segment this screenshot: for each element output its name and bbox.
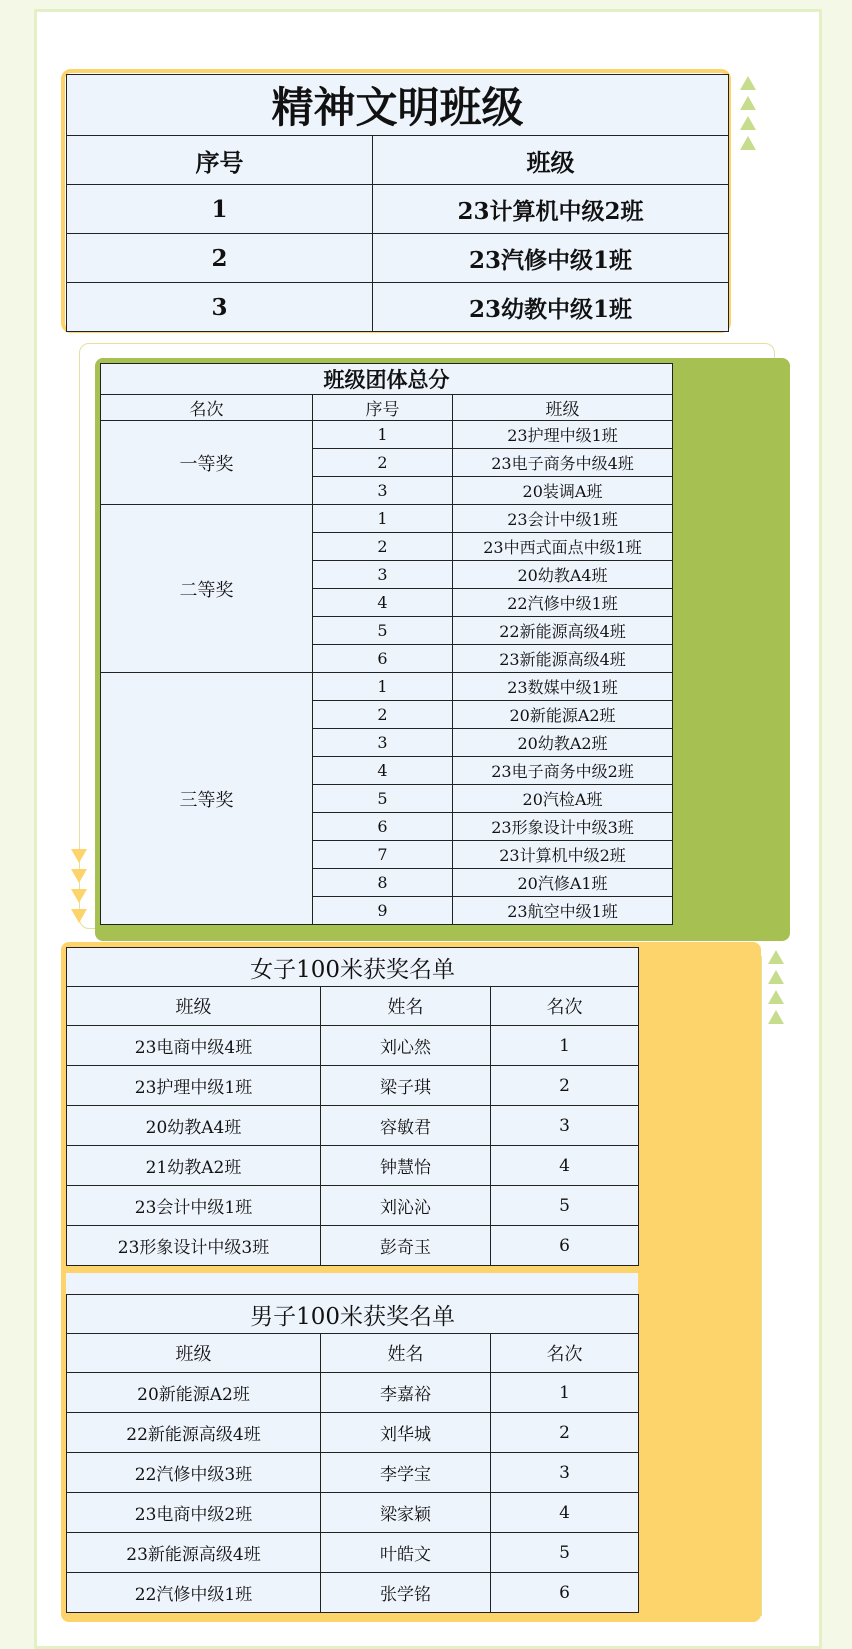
row-class: 23电商中级2班 bbox=[67, 1493, 321, 1533]
table-row bbox=[67, 234, 729, 283]
table-row bbox=[67, 1493, 639, 1533]
row-class: 22新能源高级4班 bbox=[67, 1413, 321, 1453]
row-class: 20幼教A2班 bbox=[453, 729, 673, 757]
header-class: 班级 bbox=[373, 136, 729, 185]
row-rank: 4 bbox=[491, 1493, 639, 1533]
row-name: 李学宝 bbox=[321, 1453, 491, 1493]
row-no: 6 bbox=[313, 645, 453, 673]
decorative-frame-line bbox=[761, 956, 762, 1616]
row-class: 22汽修中级1班 bbox=[67, 1573, 321, 1613]
row-no: 8 bbox=[313, 869, 453, 897]
row-class: 20装调A班 bbox=[453, 477, 673, 505]
team-score-table bbox=[100, 363, 673, 925]
down-arrows-icon bbox=[69, 849, 89, 929]
row-class: 23电子商务中级4班 bbox=[453, 449, 673, 477]
row-no: 9 bbox=[313, 897, 453, 925]
row-class: 23新能源高级4班 bbox=[453, 645, 673, 673]
row-no: 1 bbox=[313, 505, 453, 533]
row-class: 22汽修中级1班 bbox=[453, 589, 673, 617]
row-class: 23中西式面点中级1班 bbox=[453, 533, 673, 561]
team-score-title: 班级团体总分 bbox=[101, 364, 673, 395]
row-class: 20新能源A2班 bbox=[67, 1373, 321, 1413]
row-class: 23电子商务中级2班 bbox=[453, 757, 673, 785]
row-rank: 5 bbox=[491, 1186, 639, 1226]
table-row bbox=[67, 1573, 639, 1613]
up-arrows-icon bbox=[738, 76, 758, 160]
civilized-class-title: 精神文明班级 bbox=[67, 75, 729, 136]
row-name: 彭奇玉 bbox=[321, 1226, 491, 1266]
row-rank: 3 bbox=[491, 1106, 639, 1146]
row-no: 3 bbox=[313, 729, 453, 757]
table-row bbox=[67, 1413, 639, 1453]
table-row bbox=[67, 283, 729, 332]
row-name: 刘心然 bbox=[321, 1026, 491, 1066]
row-no: 1 bbox=[313, 421, 453, 449]
row-no: 2 bbox=[313, 701, 453, 729]
row-name: 容敏君 bbox=[321, 1106, 491, 1146]
prize-second: 二等奖 bbox=[101, 505, 313, 673]
row-no: 1 bbox=[67, 185, 373, 234]
row-class: 23幼教中级1班 bbox=[373, 283, 729, 332]
row-class: 23电商中级4班 bbox=[67, 1026, 321, 1066]
row-name: 钟慧怡 bbox=[321, 1146, 491, 1186]
row-class: 20汽检A班 bbox=[453, 785, 673, 813]
table-row bbox=[67, 185, 729, 234]
row-class: 23形象设计中级3班 bbox=[453, 813, 673, 841]
header-name: 姓名 bbox=[321, 1334, 491, 1373]
header-class: 班级 bbox=[67, 1334, 321, 1373]
row-name: 李嘉裕 bbox=[321, 1373, 491, 1413]
row-no: 4 bbox=[313, 589, 453, 617]
row-class: 23形象设计中级3班 bbox=[67, 1226, 321, 1266]
header-rank: 名次 bbox=[491, 987, 639, 1026]
row-name: 张学铭 bbox=[321, 1573, 491, 1613]
row-class: 22汽修中级3班 bbox=[67, 1453, 321, 1493]
table-row bbox=[101, 505, 673, 533]
row-rank: 2 bbox=[491, 1413, 639, 1453]
row-no: 2 bbox=[313, 533, 453, 561]
row-class: 23汽修中级1班 bbox=[373, 234, 729, 283]
row-class: 23计算机中级2班 bbox=[453, 841, 673, 869]
row-class: 21幼教A2班 bbox=[67, 1146, 321, 1186]
table-row bbox=[67, 1186, 639, 1226]
row-no: 5 bbox=[313, 785, 453, 813]
row-no: 3 bbox=[313, 477, 453, 505]
row-rank: 6 bbox=[491, 1226, 639, 1266]
row-rank: 1 bbox=[491, 1373, 639, 1413]
row-class: 23计算机中级2班 bbox=[373, 185, 729, 234]
row-class: 22新能源高级4班 bbox=[453, 617, 673, 645]
table-row bbox=[67, 1106, 639, 1146]
table-row bbox=[101, 421, 673, 449]
prize-first: 一等奖 bbox=[101, 421, 313, 505]
row-class: 20幼教A4班 bbox=[67, 1106, 321, 1146]
header-class: 班级 bbox=[453, 395, 673, 421]
women-100m-title: 女子100米获奖名单 bbox=[67, 948, 639, 987]
row-class: 20新能源A2班 bbox=[453, 701, 673, 729]
row-rank: 2 bbox=[491, 1066, 639, 1106]
table-row bbox=[67, 1026, 639, 1066]
row-no: 3 bbox=[67, 283, 373, 332]
row-name: 刘沁沁 bbox=[321, 1186, 491, 1226]
header-no: 序号 bbox=[313, 395, 453, 421]
row-no: 4 bbox=[313, 757, 453, 785]
header-rank: 名次 bbox=[491, 1334, 639, 1373]
table-row bbox=[67, 1146, 639, 1186]
table-row bbox=[101, 673, 673, 701]
row-name: 刘华城 bbox=[321, 1413, 491, 1453]
table-row bbox=[67, 1453, 639, 1493]
row-class: 20汽修A1班 bbox=[453, 869, 673, 897]
row-no: 3 bbox=[313, 561, 453, 589]
row-class: 23护理中级1班 bbox=[67, 1066, 321, 1106]
men-100m-table bbox=[66, 1294, 639, 1613]
table-row bbox=[67, 1533, 639, 1573]
row-name: 叶皓文 bbox=[321, 1533, 491, 1573]
row-class: 23护理中级1班 bbox=[453, 421, 673, 449]
row-class: 20幼教A4班 bbox=[453, 561, 673, 589]
header-name: 姓名 bbox=[321, 987, 491, 1026]
row-no: 7 bbox=[313, 841, 453, 869]
row-rank: 4 bbox=[491, 1146, 639, 1186]
table-row bbox=[67, 1373, 639, 1413]
row-no: 6 bbox=[313, 813, 453, 841]
table-separator bbox=[66, 1273, 638, 1294]
header-rank: 名次 bbox=[101, 395, 313, 421]
header-no: 序号 bbox=[67, 136, 373, 185]
row-no: 1 bbox=[313, 673, 453, 701]
row-class: 23航空中级1班 bbox=[453, 897, 673, 925]
row-class: 23会计中级1班 bbox=[453, 505, 673, 533]
row-class: 23新能源高级4班 bbox=[67, 1533, 321, 1573]
table-row bbox=[67, 1226, 639, 1266]
row-name: 梁家颖 bbox=[321, 1493, 491, 1533]
row-rank: 5 bbox=[491, 1533, 639, 1573]
row-rank: 6 bbox=[491, 1573, 639, 1613]
women-100m-table bbox=[66, 947, 639, 1266]
men-100m-title: 男子100米获奖名单 bbox=[67, 1295, 639, 1334]
row-no: 2 bbox=[67, 234, 373, 283]
row-rank: 1 bbox=[491, 1026, 639, 1066]
row-no: 2 bbox=[313, 449, 453, 477]
row-rank: 3 bbox=[491, 1453, 639, 1493]
prize-third: 三等奖 bbox=[101, 673, 313, 925]
row-class: 23会计中级1班 bbox=[67, 1186, 321, 1226]
up-arrows-icon bbox=[766, 950, 786, 1034]
table-row bbox=[67, 1066, 639, 1106]
row-class: 23数媒中级1班 bbox=[453, 673, 673, 701]
row-name: 梁子琪 bbox=[321, 1066, 491, 1106]
row-no: 5 bbox=[313, 617, 453, 645]
header-class: 班级 bbox=[67, 987, 321, 1026]
civilized-class-table bbox=[66, 74, 729, 332]
